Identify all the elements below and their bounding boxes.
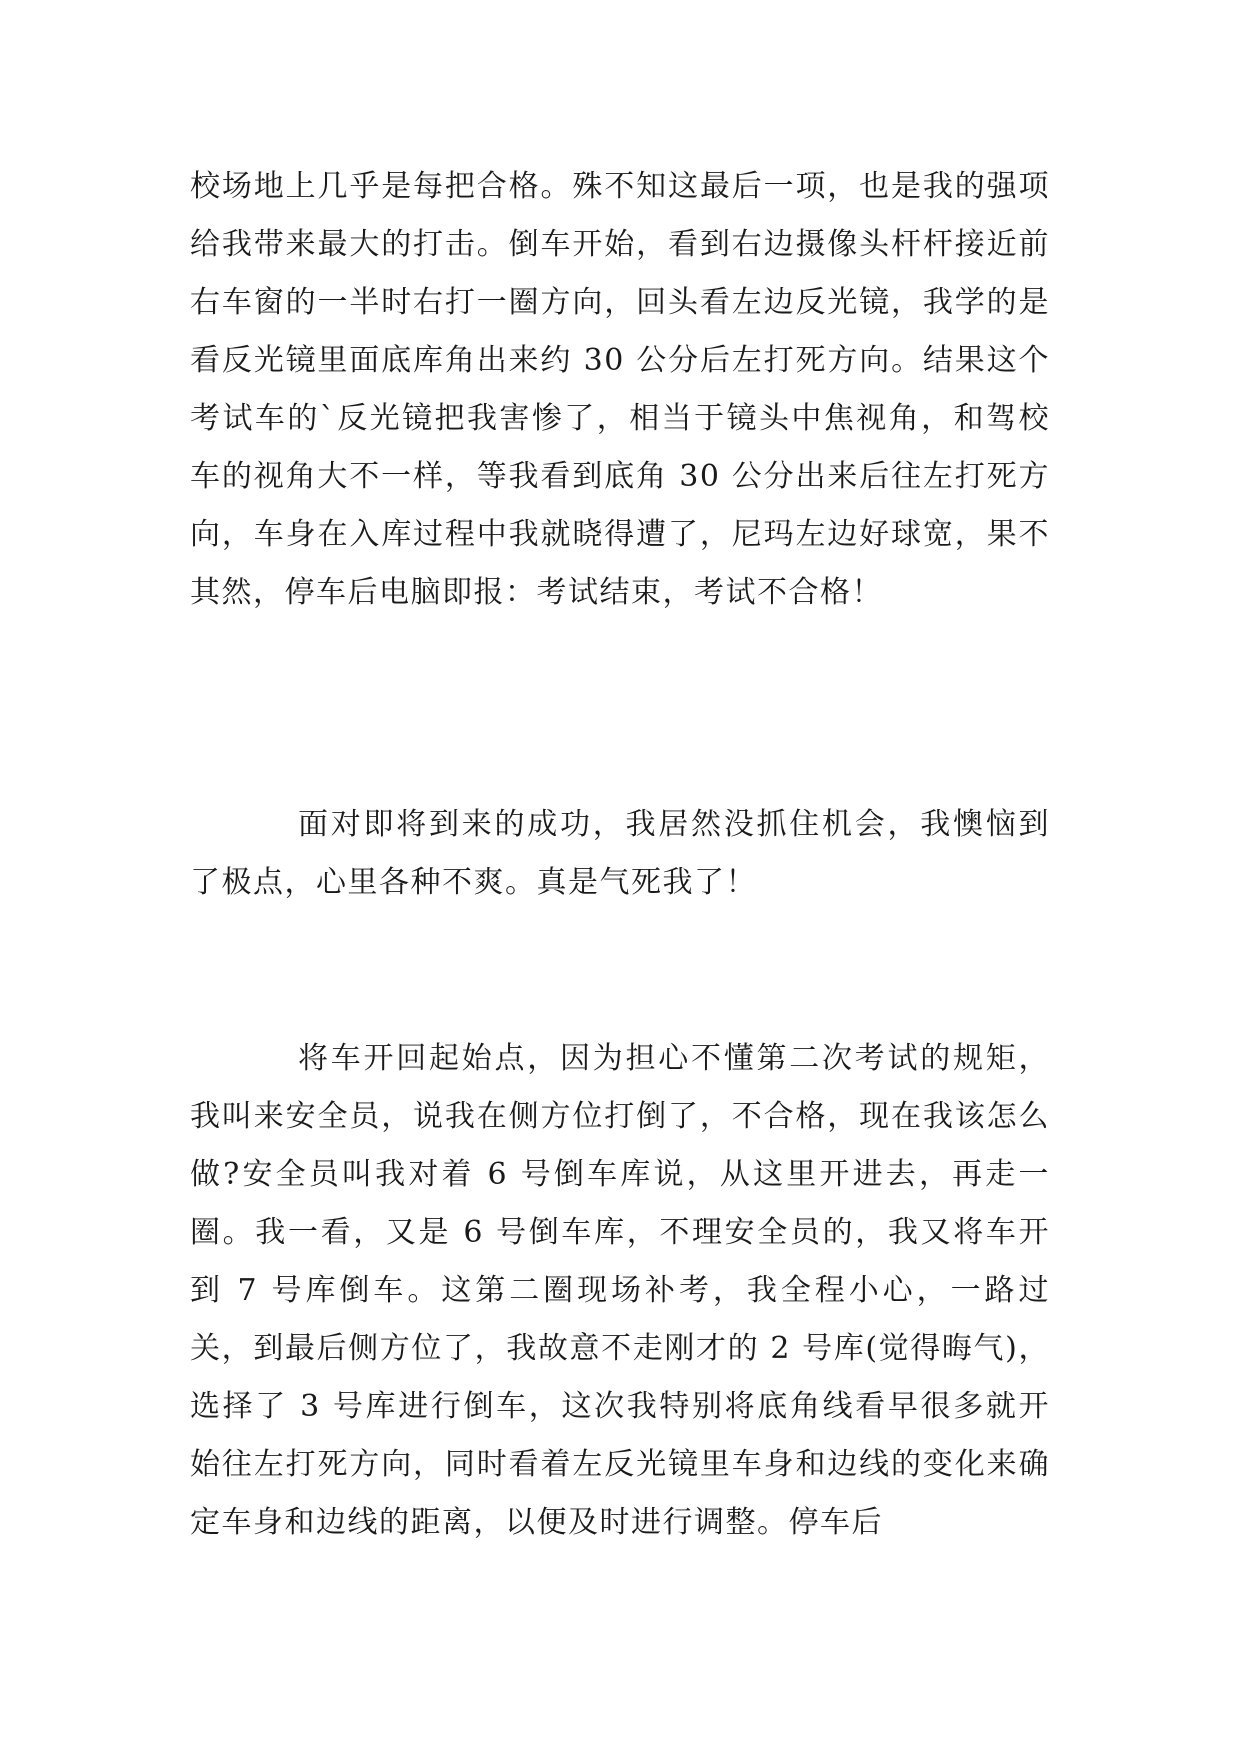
paragraph-1: 校场地上几乎是每把合格。殊不知这最后一项，也是我的强项给我带来最大的打击。倒车开始，看到右边摄像头杆杆接近前右车窗的一半时右打一圈方向，回头看左边反光镜，我学的是看反光镜里面底库角出来约 30 公分后左打死方向。结果这个考试车的`反光镜把我害惨了，相当于镜头中焦视角，和驾校车的视角大不一样，等我看到底角 30 公分出来后往左打死方向，车身在入库过程中我就晓得遭了，尼玛左边好球宽，果不其然，停车后电脑即报：考试结束，考试不合格！: [190, 169, 1050, 610]
paragraph-2: 面对即将到来的成功，我居然没抓住机会，我懊恼到了极点，心里各种不爽。真是气死我了！: [190, 807, 1050, 900]
paragraph-3: 将车开回起始点，因为担心不懂第二次考试的规矩，我叫来安全员，说我在侧方位打倒了，不合格，现在我该怎么做?安全员叫我对着 6 号倒车库说，从这里开进去，再走一圈。我一看，又是 6 号倒车库，不理安全员的，我又将车开到 7 号库倒车。这第二圈现场补考，我全程小心，一路过关，到最后侧方位了，我故意不走刚才的 2 号库(觉得晦气)，选择了 3 号库进行倒车，这次我特别将底角线看早很多就开始往左打死方向，同时看着左反光镜里车身和边线的变化来确定车身和边线的距离，以便及时进行调整。停车后: [190, 1041, 1050, 1540]
